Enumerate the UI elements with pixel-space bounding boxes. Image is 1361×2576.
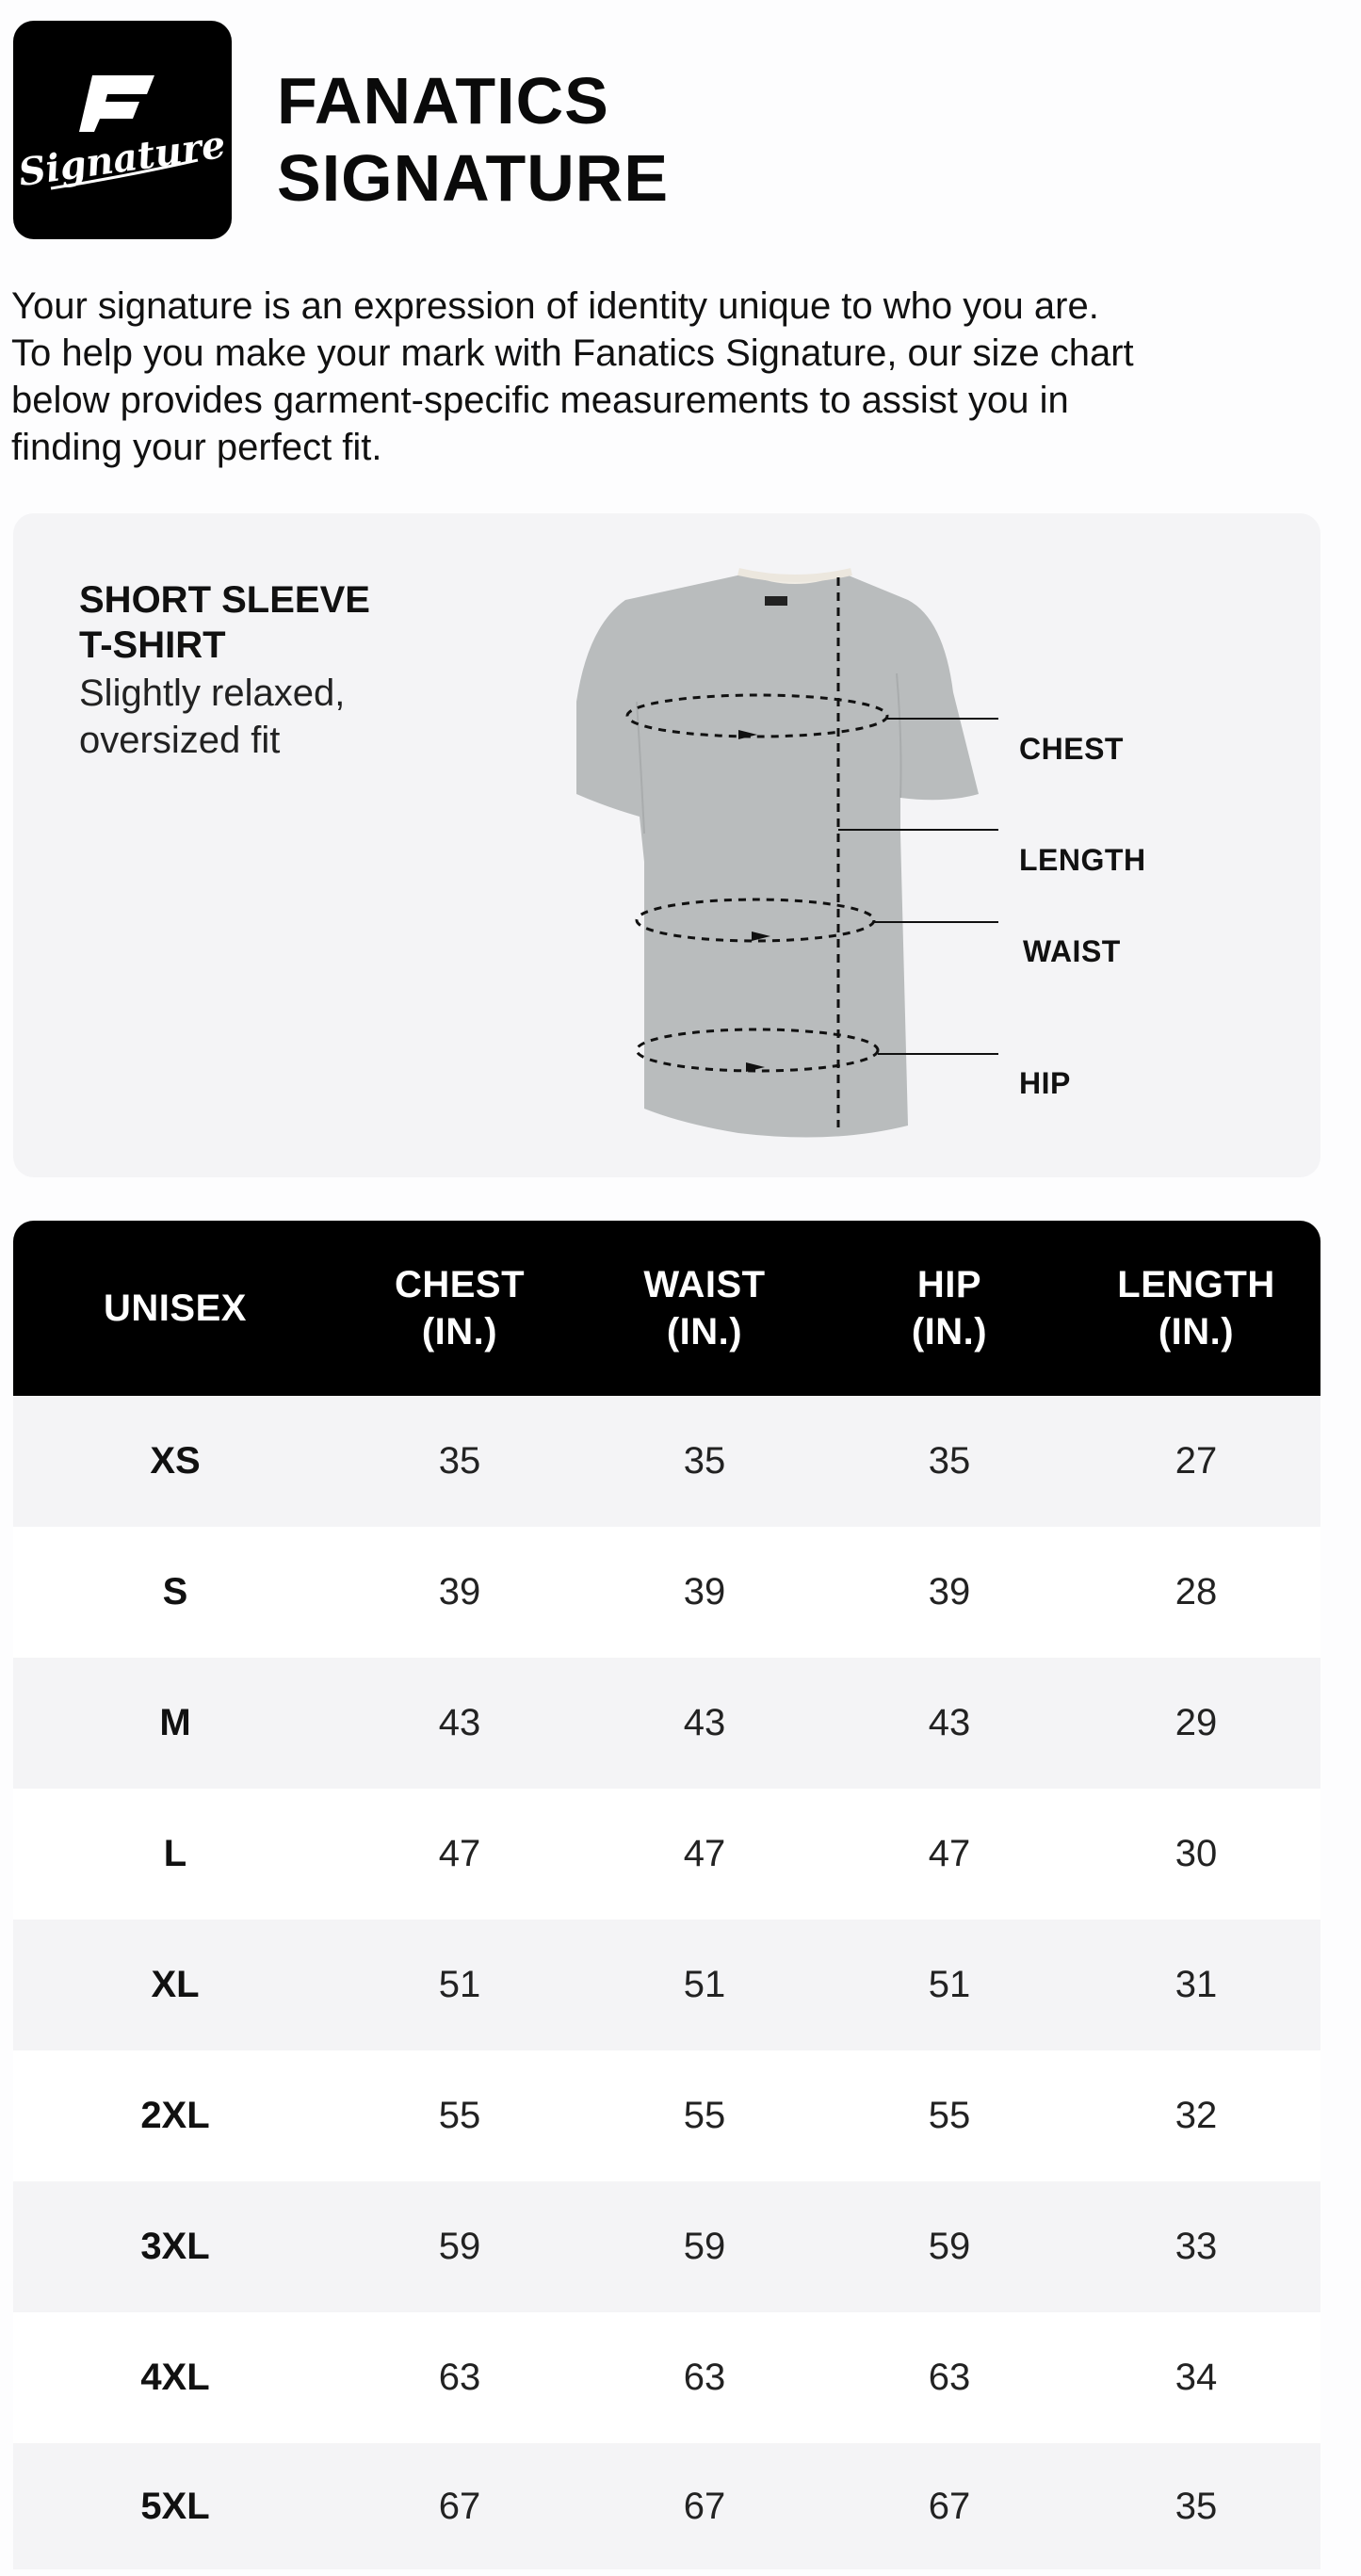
brand-title-line2: SIGNATURE bbox=[277, 141, 670, 215]
waist-cell: 51 bbox=[582, 1920, 827, 2050]
size-cell: L bbox=[13, 1789, 337, 1920]
header-waist: WAIST (IN.) bbox=[582, 1221, 827, 1396]
length-cell: 29 bbox=[1072, 1658, 1320, 1789]
chest-cell: 39 bbox=[337, 1527, 582, 1658]
intro-line: finding your perfect fit. bbox=[11, 427, 382, 468]
chest-cell: 55 bbox=[337, 2050, 582, 2181]
table-row bbox=[13, 2312, 1320, 2443]
fanatics-signature-logo bbox=[13, 21, 232, 239]
waist-cell: 67 bbox=[582, 2443, 827, 2569]
length-label: LENGTH bbox=[1019, 843, 1146, 877]
length-cell: 34 bbox=[1072, 2312, 1320, 2443]
table-row bbox=[13, 1789, 1320, 1920]
waist-cell: 55 bbox=[582, 2050, 827, 2181]
garment-fit-description bbox=[79, 670, 345, 764]
size-chart-table bbox=[13, 1221, 1320, 2569]
hip-cell: 67 bbox=[827, 2443, 1072, 2569]
hip-cell: 55 bbox=[827, 2050, 1072, 2181]
chest-label: CHEST bbox=[1019, 732, 1124, 766]
waist-label: WAIST bbox=[1023, 934, 1121, 968]
length-cell: 28 bbox=[1072, 1527, 1320, 1658]
size-cell: XL bbox=[13, 1920, 337, 2050]
hip-label: HIP bbox=[1019, 1066, 1071, 1100]
brand-title bbox=[277, 62, 669, 217]
table-row bbox=[13, 2050, 1320, 2181]
chest-cell: 35 bbox=[337, 1396, 582, 1527]
hip-cell: 39 bbox=[827, 1527, 1072, 1658]
length-cell: 35 bbox=[1072, 2443, 1320, 2569]
table-row bbox=[13, 1920, 1320, 2050]
tshirt-measurement-diagram bbox=[550, 551, 1077, 1154]
logo-script-text: Signature bbox=[15, 122, 229, 196]
chest-cell: 59 bbox=[337, 2181, 582, 2312]
intro-line: To help you make your mark with Fanatics Signature, our size chart bbox=[11, 332, 1134, 374]
chest-cell: 47 bbox=[337, 1789, 582, 1920]
table-row bbox=[13, 2181, 1320, 2312]
length-cell: 33 bbox=[1072, 2181, 1320, 2312]
size-cell: 5XL bbox=[13, 2443, 337, 2569]
size-cell: S bbox=[13, 1527, 337, 1658]
size-cell: 3XL bbox=[13, 2181, 337, 2312]
header-length: LENGTH (IN.) bbox=[1072, 1221, 1320, 1396]
hip-cell: 63 bbox=[827, 2312, 1072, 2443]
table-row bbox=[13, 1658, 1320, 1789]
hip-cell: 35 bbox=[827, 1396, 1072, 1527]
garment-diagram-panel bbox=[13, 513, 1320, 1177]
hip-cell: 43 bbox=[827, 1658, 1072, 1789]
size-cell: M bbox=[13, 1658, 337, 1789]
chest-cell: 67 bbox=[337, 2443, 582, 2569]
length-cell: 30 bbox=[1072, 1789, 1320, 1920]
chest-cell: 43 bbox=[337, 1658, 582, 1789]
length-cell: 31 bbox=[1072, 1920, 1320, 2050]
intro-line: below provides garment-specific measurements to assist you in bbox=[11, 380, 1069, 421]
header-hip: HIP (IN.) bbox=[827, 1221, 1072, 1396]
length-cell: 27 bbox=[1072, 1396, 1320, 1527]
chest-cell: 51 bbox=[337, 1920, 582, 2050]
hip-cell: 47 bbox=[827, 1789, 1072, 1920]
garment-fit-line1: Slightly relaxed, bbox=[79, 672, 346, 714]
intro-paragraph bbox=[11, 283, 1311, 471]
size-cell: XS bbox=[13, 1396, 337, 1527]
waist-cell: 39 bbox=[582, 1527, 827, 1658]
size-cell: 2XL bbox=[13, 2050, 337, 2181]
header bbox=[13, 21, 1332, 247]
waist-cell: 35 bbox=[582, 1396, 827, 1527]
length-cell: 32 bbox=[1072, 2050, 1320, 2181]
waist-cell: 43 bbox=[582, 1658, 827, 1789]
brand-title-line1: FANATICS bbox=[277, 64, 609, 138]
flag-icon bbox=[79, 75, 154, 132]
tshirt-icon bbox=[576, 572, 979, 1138]
hip-cell: 59 bbox=[827, 2181, 1072, 2312]
header-unisex: UNISEX bbox=[13, 1221, 337, 1396]
table-header-row bbox=[13, 1221, 1320, 1396]
header-chest: CHEST (IN.) bbox=[337, 1221, 582, 1396]
garment-name-line1: SHORT SLEEVE bbox=[79, 579, 370, 621]
garment-name-line2: T-SHIRT bbox=[79, 624, 226, 666]
intro-line: Your signature is an expression of identity unique to who you are. bbox=[11, 285, 1099, 327]
table-row bbox=[13, 1527, 1320, 1658]
waist-cell: 59 bbox=[582, 2181, 827, 2312]
chest-cell: 63 bbox=[337, 2312, 582, 2443]
waist-cell: 63 bbox=[582, 2312, 827, 2443]
waist-cell: 47 bbox=[582, 1789, 827, 1920]
table-row bbox=[13, 2443, 1320, 2569]
garment-name bbox=[79, 577, 370, 668]
table-row bbox=[13, 1396, 1320, 1527]
garment-fit-line2: oversized fit bbox=[79, 720, 281, 761]
size-cell: 4XL bbox=[13, 2312, 337, 2443]
hip-cell: 51 bbox=[827, 1920, 1072, 2050]
